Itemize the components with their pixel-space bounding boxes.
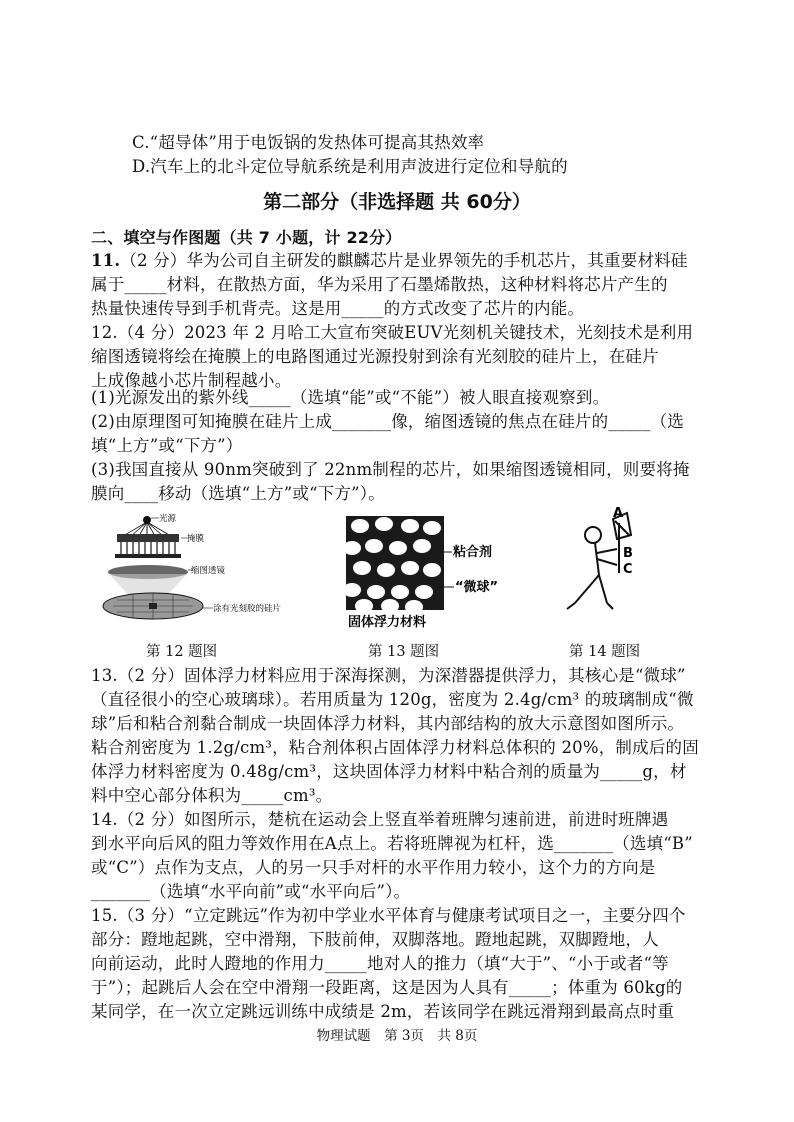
micro-ball bbox=[351, 519, 369, 533]
micro-ball bbox=[355, 599, 373, 613]
question-15-line-1: 15.（3 分）“立定跳远”作为初中学业水平体育与健康考试项目之一，主要分四个 bbox=[91, 906, 686, 925]
micro-ball bbox=[343, 583, 361, 597]
figure-12-lithography bbox=[95, 512, 305, 632]
label-wafer: 涂有光刻胶的硅片 bbox=[213, 604, 282, 614]
question-12-line-1: 12.（4 分）2023 年 2 月哈工大宣布突破EUV光刻机关键技术，光刻技术是利用 bbox=[91, 323, 694, 342]
micro-ball bbox=[413, 539, 431, 553]
caption-figure-13: 第 13 题图 bbox=[368, 644, 440, 660]
question-13-line-1: 13.（2 分）固体浮力材料应用于深海探测，为深潜器提供浮力，其核心是“微球” bbox=[91, 666, 686, 685]
label-point-a: A bbox=[613, 506, 624, 521]
part-title: 第二部分（非选择题 共 60分） bbox=[263, 191, 531, 213]
page-footer: 物理试题 第 3页 共 8页 bbox=[316, 1028, 478, 1044]
micro-ball bbox=[343, 541, 361, 555]
question-11-line-1 bbox=[91, 249, 688, 273]
micro-ball bbox=[367, 585, 385, 599]
micro-ball bbox=[353, 561, 371, 575]
question-12-part-2b: 填“上方”或“下方”） bbox=[91, 436, 243, 455]
label-point-b: B bbox=[623, 546, 633, 561]
question-12-part-3b: 膜向____移动（选填“上方”或“下方”）。 bbox=[91, 484, 385, 503]
question-12-part-1: (1)光源发出的紫外线_____（选填“能”或“不能”）被人眼直接观察到。 bbox=[91, 388, 610, 407]
question-14-line-1: 14.（2 分）如图所示，楚杭在运动会上竖直举着班牌匀速前进，前进时班牌遇 bbox=[91, 810, 669, 829]
label-light: 光源 bbox=[159, 514, 177, 524]
question-11-line-3: 热量快速传导到手机背壳。这是用_____的方式改变了芯片的内能。 bbox=[91, 299, 585, 318]
question-13-line-2: （直径很小的空心玻璃球）。若用质量为 120g，密度为 2.4g/cm³ 的玻璃制成“微 bbox=[91, 690, 694, 709]
micro-ball bbox=[401, 519, 419, 533]
label-mask: 掩膜 bbox=[187, 534, 205, 544]
figure-13-buoyancy-material bbox=[340, 512, 540, 632]
question-12-line-3: 上成像越小芯片制程越小。 bbox=[91, 371, 292, 390]
label-micro-ball: “微球” bbox=[455, 580, 499, 595]
question-14-line-4: _______（选填“水平向前”或“水平向后”）。 bbox=[91, 882, 411, 901]
micro-ball bbox=[365, 539, 383, 553]
label-lens: 缩图透镜 bbox=[191, 566, 226, 576]
option-c: C.“超导体”用于电饭锅的发热体可提高其热效率 bbox=[132, 133, 485, 152]
mask-plate bbox=[117, 534, 179, 542]
label-material: 固体浮力材料 bbox=[348, 615, 427, 630]
question-12-part-3a: (3)我国直接从 90nm突破到了 22nm制程的芯片，如果缩图透镜相同，则要将掩 bbox=[91, 460, 690, 479]
question-13-line-3: 球”后和粘合剂黏合制成一块固体浮力材料，其内部结构的放大示意图如图所示。 bbox=[91, 714, 685, 733]
question-number: 11. bbox=[91, 251, 121, 270]
micro-ball bbox=[391, 585, 409, 599]
question-12-line-2: 缩图透镜将绘在掩膜上的电路图通过光源投射到涂有光刻胶的硅片上，在硅片 bbox=[91, 347, 659, 366]
option-d: D.汽车上的北斗定位导航系统是利用声波进行定位和导航的 bbox=[132, 157, 568, 176]
micro-ball bbox=[405, 600, 423, 614]
question-15-line-4: 于”）；起跳后人会在空中滑翔一段距离，这是因为人具有_____；体重为 60kg的 bbox=[91, 978, 683, 997]
question-11-line-2: 属于_____材料，在散热方面，华为采用了石墨烯散热，这种材料将芯片产生的 bbox=[91, 275, 668, 294]
micro-ball bbox=[375, 517, 393, 531]
caption-figure-12: 第 12 题图 bbox=[146, 644, 218, 660]
question-13-line-4: 粘合剂密度为 1.2g/cm³，粘合剂体积占固体浮力材料总体积的 20%，制成后的固 bbox=[91, 738, 699, 757]
micro-ball bbox=[377, 563, 395, 577]
question-13-line-6: 料中空心部分体积为_____cm³。 bbox=[91, 786, 333, 805]
question-12-part-2a: (2)由原理图可知掩膜在硅片上成_______像，缩图透镜的焦点在硅片的_____（选 bbox=[91, 412, 684, 431]
label-binder: 粘合剂 bbox=[453, 545, 493, 560]
label-point-c: C bbox=[623, 562, 633, 577]
micro-ball bbox=[389, 541, 407, 555]
section-title: 二、填空与作图题（共 7 小题，计 22分） bbox=[91, 228, 402, 247]
micro-ball bbox=[423, 521, 441, 535]
question-14-line-2: 到水平向后风的阻力等效作用在A点上。若将班牌视为杠杆，选_______（选填“B” bbox=[91, 834, 693, 853]
question-14-line-3: 或“C”）点作为支点，人的另一只手对杆的水平作用力较小，这个力的方向是 bbox=[91, 858, 656, 877]
question-15-line-2: 部分：蹬地起跳，空中滑翔，下肢前伸，双脚落地。蹬地起跳，双脚蹬地，人 bbox=[91, 930, 659, 949]
micro-ball bbox=[381, 599, 399, 613]
question-15-line-5: 某同学，在一次立定跳远训练中成绩是 2m，若该同学在跳远滑翔到最高点时重 bbox=[91, 1002, 675, 1021]
micro-ball bbox=[423, 563, 441, 577]
question-text: （2 分）华为公司自主研发的麒麟芯片是业界领先的手机芯片，其重要材料硅 bbox=[120, 251, 688, 270]
micro-ball bbox=[401, 561, 419, 575]
question-13-line-5: 体浮力材料密度为 0.48g/cm³，这块固体浮力材料中粘合剂的质量为_____g，材 bbox=[91, 762, 687, 781]
caption-figure-14: 第 14 题图 bbox=[569, 644, 641, 660]
micro-ball bbox=[415, 585, 433, 599]
figure-14-person-sign bbox=[555, 505, 665, 630]
question-15-line-3: 向前运动，此时人蹬地的作用力_____地对人的推力（填“大于”、“小于或者“等 bbox=[91, 954, 669, 973]
